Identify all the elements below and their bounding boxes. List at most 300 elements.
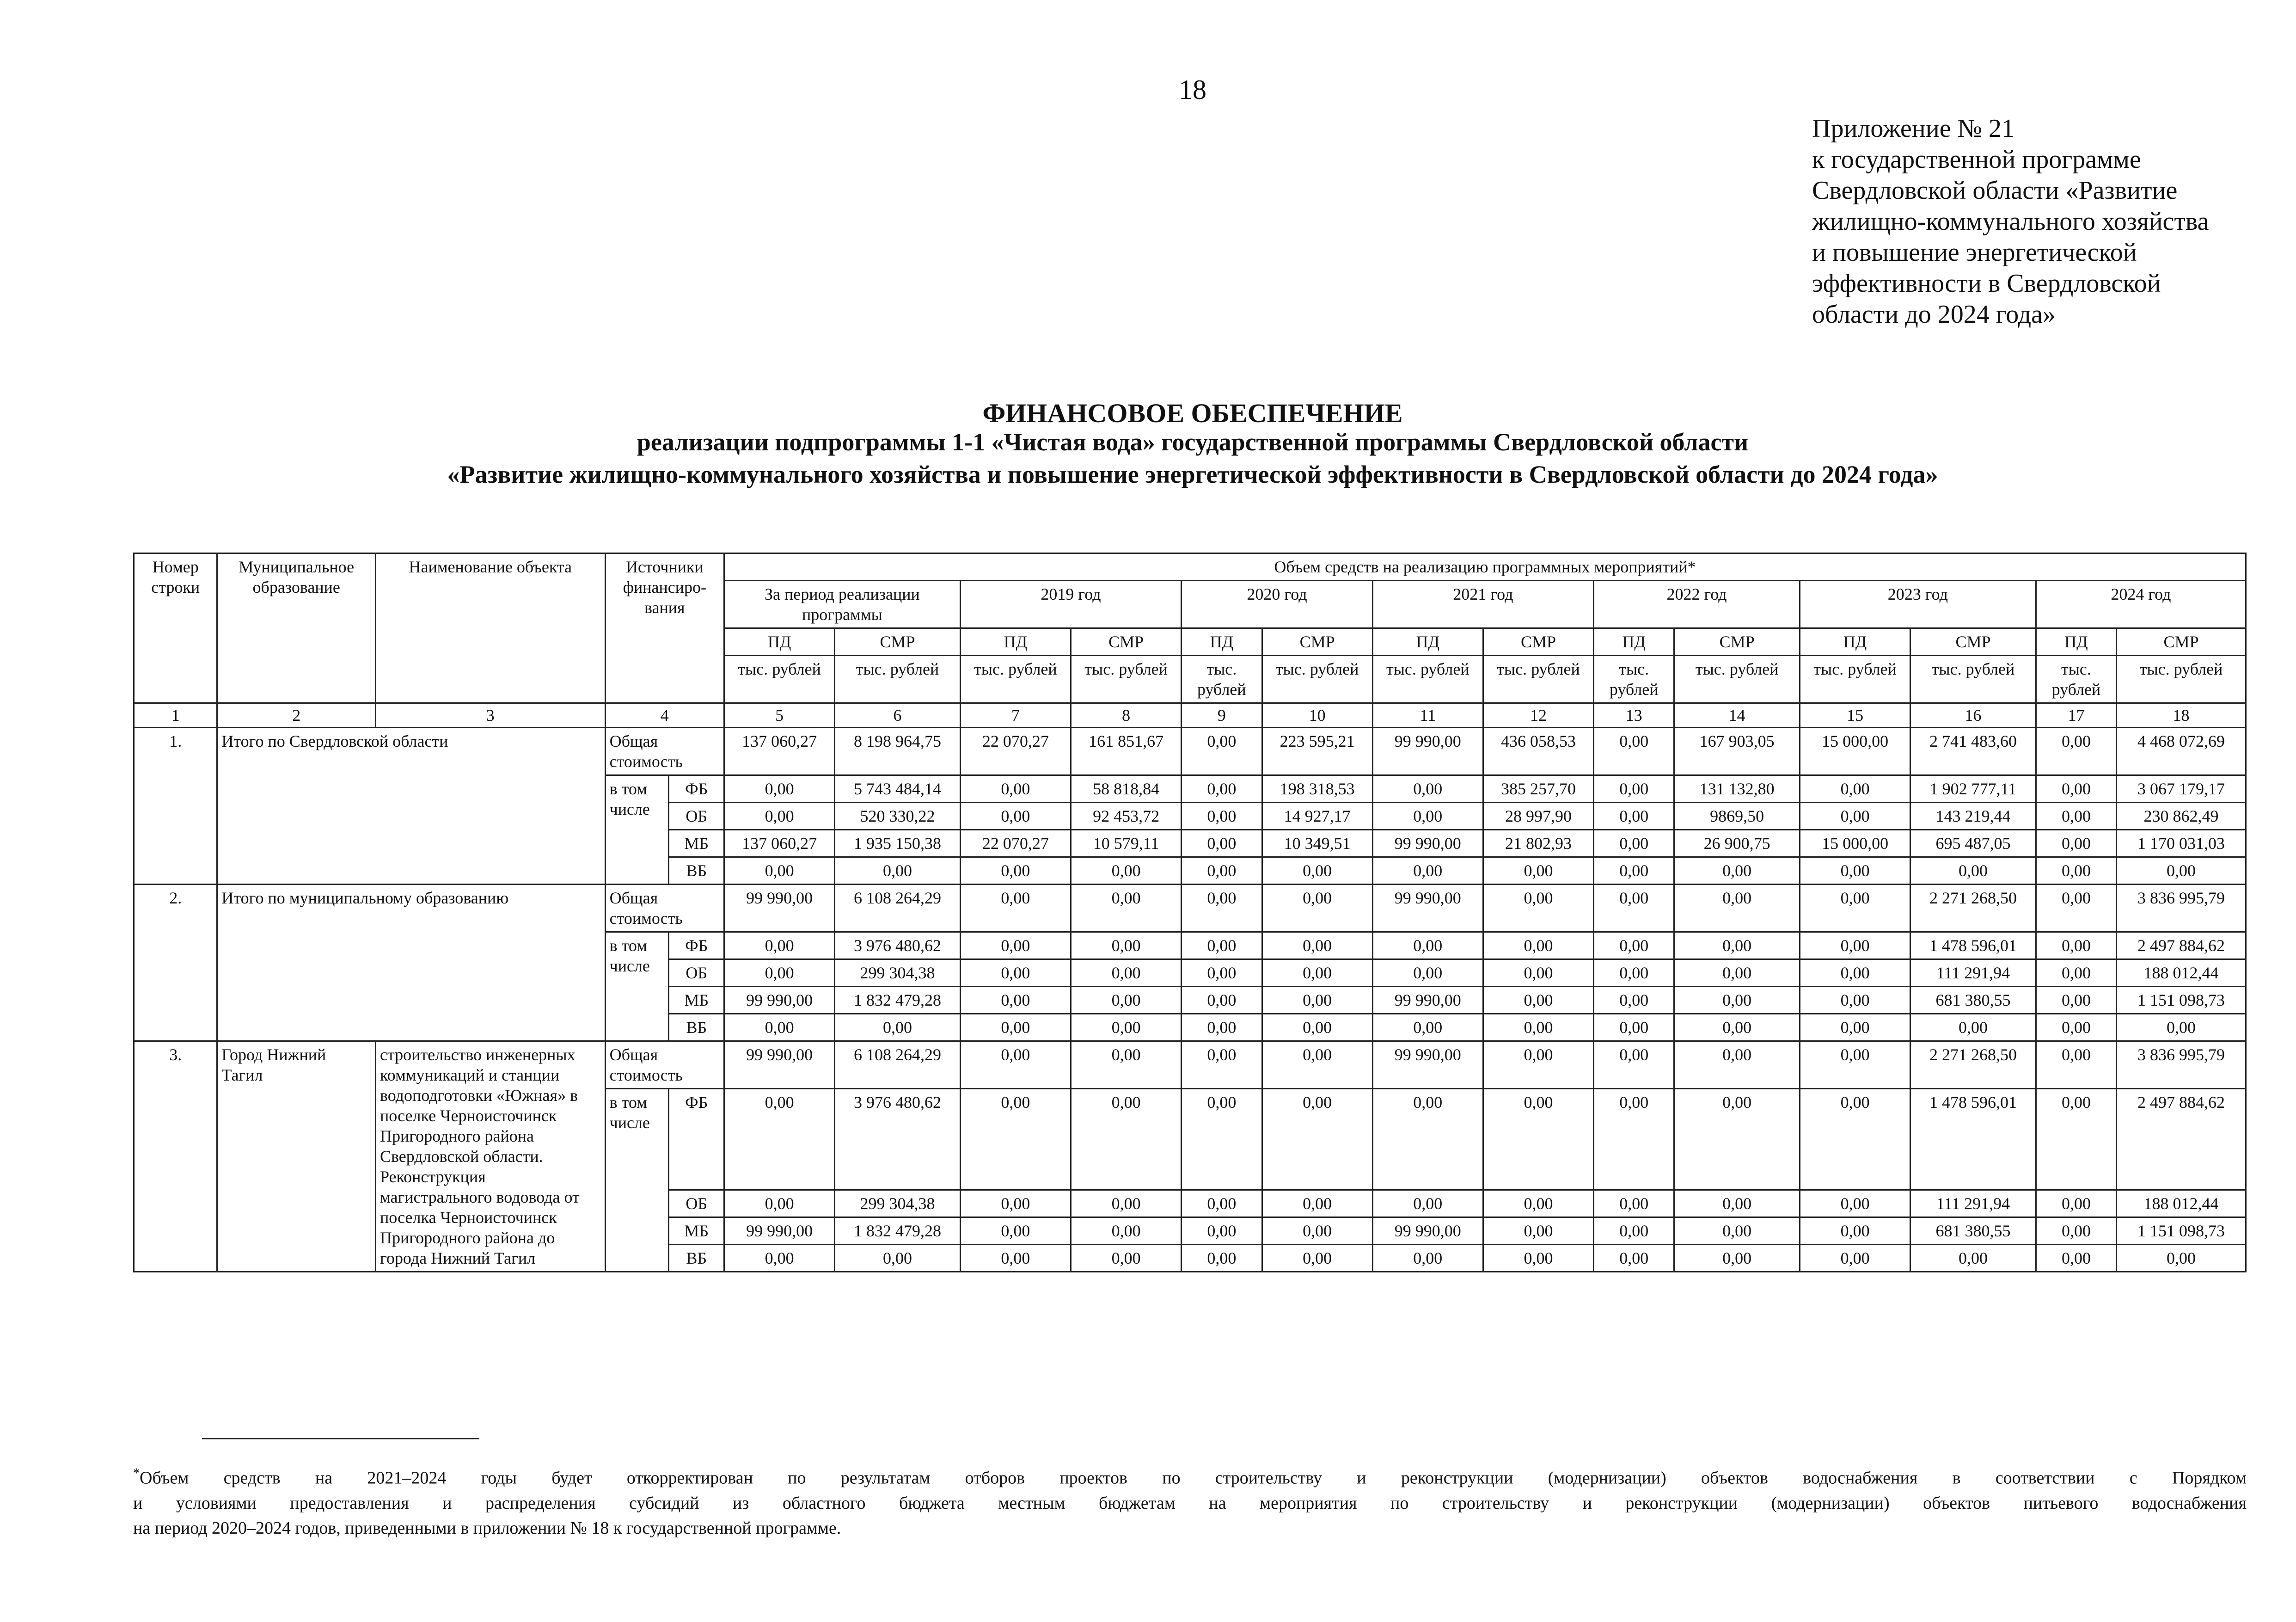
value-cell: 0,00 [1182, 1190, 1262, 1217]
value-cell: 111 291,94 [1910, 959, 2036, 987]
value-cell: 0,00 [1483, 857, 1593, 885]
value-cell: 0,00 [1372, 857, 1483, 885]
value-cell: 299 304,38 [835, 959, 961, 987]
value-cell: 0,00 [1594, 987, 1674, 1014]
header-smr: СМР [1483, 628, 1593, 656]
value-cell: 0,00 [1182, 885, 1262, 932]
value-cell: 0,00 [1071, 1089, 1182, 1190]
value-cell: 28 997,90 [1483, 803, 1593, 830]
value-cell: 0,00 [1800, 1190, 1910, 1217]
page-number: 18 [1179, 74, 1206, 105]
value-cell: 26 900,75 [1674, 830, 1800, 857]
value-cell: 2 497 884,62 [2117, 932, 2246, 959]
value-cell: 6 108 264,29 [835, 885, 961, 932]
value-cell: 0,00 [1262, 1190, 1372, 1217]
value-cell: 0,00 [960, 987, 1071, 1014]
source-mb: МБ [669, 830, 724, 857]
value-cell: 0,00 [1372, 1089, 1483, 1190]
column-number: 14 [1674, 703, 1800, 728]
value-cell: 0,00 [1071, 1217, 1182, 1245]
row-number: 2. [134, 885, 217, 1041]
header-pd: ПД [724, 628, 835, 656]
value-cell: 0,00 [2117, 1014, 2246, 1041]
value-cell: 0,00 [2036, 728, 2116, 775]
value-cell: 0,00 [1262, 987, 1372, 1014]
value-cell: 0,00 [1800, 987, 1910, 1014]
appendix-line: жилищно-коммунального хозяйства [1812, 207, 2209, 236]
value-cell: 0,00 [1800, 1217, 1910, 1245]
header-unit: тыс. рублей [835, 656, 961, 703]
footnote-line [133, 1461, 2247, 1491]
value-cell: 0,00 [724, 1089, 835, 1190]
value-cell: 0,00 [1910, 1245, 2036, 1272]
header-pd: ПД [2036, 628, 2116, 656]
value-cell: 3 976 480,62 [835, 932, 961, 959]
value-cell: 0,00 [1182, 857, 1262, 885]
row-number: 3. [134, 1041, 217, 1272]
value-cell: 0,00 [1594, 1245, 1674, 1272]
value-cell: 0,00 [960, 885, 1071, 932]
column-number: 1 [134, 703, 217, 728]
footnote-marker: * [133, 1466, 140, 1481]
value-cell: 6 108 264,29 [835, 1041, 961, 1089]
value-cell: 0,00 [960, 1245, 1071, 1272]
source-ob: ОБ [669, 803, 724, 830]
value-cell: 0,00 [1594, 1014, 1674, 1041]
value-cell: 0,00 [1372, 775, 1483, 803]
header-period: 2019 год [960, 581, 1181, 628]
value-cell: 131 132,80 [1674, 775, 1800, 803]
value-cell: 10 349,51 [1262, 830, 1372, 857]
value-cell: 0,00 [960, 959, 1071, 987]
value-cell: 0,00 [1594, 1089, 1674, 1190]
column-number: 2 [217, 703, 376, 728]
value-cell: 58 818,84 [1071, 775, 1182, 803]
value-cell: 0,00 [1483, 1190, 1593, 1217]
source-ob: ОБ [669, 1190, 724, 1217]
value-cell: 0,00 [1372, 932, 1483, 959]
header-smr: СМР [1262, 628, 1372, 656]
header-unit: тыс. рублей [1262, 656, 1372, 703]
header-unit: тыс. рублей [2036, 656, 2116, 703]
value-cell: 681 380,55 [1910, 1217, 2036, 1245]
value-cell: 99 990,00 [724, 1041, 835, 1089]
value-cell: 0,00 [1594, 1041, 1674, 1089]
value-cell: 0,00 [1483, 1217, 1593, 1245]
table-row [134, 1041, 2246, 1089]
value-cell: 99 990,00 [1372, 885, 1483, 932]
table-row [134, 728, 2246, 775]
financing-table [133, 553, 2247, 1272]
value-cell: 188 012,44 [2117, 959, 2246, 987]
header-pd: ПД [1594, 628, 1674, 656]
header-volume: Объем средств на реализацию программных мероприятий* [724, 553, 2246, 581]
value-cell: 299 304,38 [835, 1190, 961, 1217]
value-cell: 15 000,00 [1800, 830, 1910, 857]
value-cell: 99 990,00 [1372, 728, 1483, 775]
header-object: Наименование объекта [375, 553, 605, 703]
value-cell: 1 478 596,01 [1910, 932, 2036, 959]
value-cell: 0,00 [2036, 1245, 2116, 1272]
value-cell: 0,00 [1182, 1014, 1262, 1041]
value-cell: 0,00 [1674, 1245, 1800, 1272]
appendix-line: Приложение № 21 [1812, 114, 2014, 143]
value-cell: 0,00 [1262, 1041, 1372, 1089]
value-cell: 22 070,27 [960, 728, 1071, 775]
value-cell: 8 198 964,75 [835, 728, 961, 775]
header-period: 2020 год [1182, 581, 1373, 628]
value-cell: 1 832 479,28 [835, 1217, 961, 1245]
header-unit: тыс. рублей [1372, 656, 1483, 703]
value-cell: 695 487,05 [1910, 830, 2036, 857]
header-period: 2022 год [1594, 581, 1800, 628]
value-cell: 0,00 [1800, 1014, 1910, 1041]
header-unit: тыс. рублей [724, 656, 835, 703]
value-cell: 0,00 [724, 857, 835, 885]
appendix-note [1812, 113, 2274, 330]
header-unit: тыс. рублей [960, 656, 1071, 703]
value-cell: 0,00 [960, 857, 1071, 885]
value-cell: 0,00 [1182, 1217, 1262, 1245]
value-cell: 0,00 [1262, 1089, 1372, 1190]
value-cell: 111 291,94 [1910, 1190, 2036, 1217]
value-cell: 0,00 [1800, 775, 1910, 803]
value-cell: 99 990,00 [1372, 830, 1483, 857]
footnote-text: Объем средств на 2021–2024 годы будет откорректирован по результатам отборов проектов по строительству и реконструкции (модернизации) объектов водоснабжения в соответствии с Порядком [140, 1468, 2247, 1488]
value-cell: 99 990,00 [1372, 987, 1483, 1014]
header-period: 2021 год [1372, 581, 1593, 628]
value-cell: 0,00 [724, 959, 835, 987]
value-cell: 161 851,67 [1071, 728, 1182, 775]
source-vb: ВБ [669, 1014, 724, 1041]
value-cell: 137 060,27 [724, 728, 835, 775]
value-cell: 0,00 [1071, 932, 1182, 959]
value-cell: 0,00 [1372, 1245, 1483, 1272]
column-number: 12 [1483, 703, 1593, 728]
value-cell: 0,00 [960, 1014, 1071, 1041]
value-cell: 0,00 [2036, 857, 2116, 885]
appendix-line: к государственной программе [1812, 145, 2141, 174]
value-cell: 0,00 [1262, 932, 1372, 959]
value-cell: 0,00 [2036, 1217, 2116, 1245]
value-cell: 0,00 [1800, 932, 1910, 959]
value-cell: 0,00 [1372, 959, 1483, 987]
value-cell: 99 990,00 [724, 1217, 835, 1245]
value-cell: 0,00 [1262, 857, 1372, 885]
value-cell: 0,00 [1262, 1217, 1372, 1245]
value-cell: 0,00 [1674, 1190, 1800, 1217]
value-cell: 0,00 [1182, 775, 1262, 803]
source-total: Общая стоимость [605, 728, 724, 775]
header-unit: тыс. рублей [1910, 656, 2036, 703]
source-fb: ФБ [669, 1089, 724, 1190]
value-cell: 0,00 [1483, 959, 1593, 987]
value-cell: 0,00 [960, 1089, 1071, 1190]
value-cell: 0,00 [2036, 932, 2116, 959]
column-number: 3 [375, 703, 605, 728]
value-cell: 0,00 [1800, 1245, 1910, 1272]
footnote-line: и условиями предоставления и распределения субсидий из областного бюджета местным бюджетам на мероприятия по строительству и реконструкции (модернизации) объектов питьевого водоснабжения [133, 1493, 2247, 1513]
document-subtitle: реализации подпрограммы 1-1 «Чистая вода» государственной программы Свердловской области [637, 428, 1749, 456]
column-number: 5 [724, 703, 835, 728]
value-cell: 0,00 [1182, 803, 1262, 830]
value-cell: 0,00 [1262, 1245, 1372, 1272]
value-cell: 0,00 [2036, 885, 2116, 932]
header-smr: СМР [1910, 628, 2036, 656]
source-including: в том числе [605, 775, 669, 885]
source-including: в том числе [605, 1089, 669, 1272]
value-cell: 1 935 150,38 [835, 830, 961, 857]
value-cell: 0,00 [1594, 728, 1674, 775]
footnote [133, 1461, 2247, 1541]
header-unit: тыс. рублей [2117, 656, 2246, 703]
value-cell: 0,00 [1483, 1014, 1593, 1041]
header-unit: тыс. рублей [1800, 656, 1910, 703]
value-cell: 15 000,00 [1800, 728, 1910, 775]
value-cell: 681 380,55 [1910, 987, 2036, 1014]
value-cell: 9869,50 [1674, 803, 1800, 830]
value-cell: 0,00 [1800, 803, 1910, 830]
header-smr: СМР [835, 628, 961, 656]
value-cell: 0,00 [1483, 1089, 1593, 1190]
value-cell: 1 832 479,28 [835, 987, 961, 1014]
value-cell: 0,00 [835, 857, 961, 885]
value-cell: 0,00 [1071, 1245, 1182, 1272]
value-cell: 0,00 [1483, 932, 1593, 959]
value-cell: 0,00 [1372, 803, 1483, 830]
value-cell: 0,00 [1262, 959, 1372, 987]
header-row-number: Номер строки [134, 553, 217, 703]
value-cell: 0,00 [2036, 830, 2116, 857]
source-fb: ФБ [669, 775, 724, 803]
value-cell: 520 330,22 [835, 803, 961, 830]
value-cell: 385 257,70 [1483, 775, 1593, 803]
value-cell: 0,00 [1674, 987, 1800, 1014]
value-cell: 0,00 [1594, 959, 1674, 987]
value-cell: 92 453,72 [1071, 803, 1182, 830]
value-cell: 223 595,21 [1262, 728, 1372, 775]
value-cell: 436 058,53 [1483, 728, 1593, 775]
header-unit: тыс. рублей [1674, 656, 1800, 703]
value-cell: 143 219,44 [1910, 803, 2036, 830]
value-cell: 0,00 [2036, 1190, 2116, 1217]
header-unit: тыс. рублей [1071, 656, 1182, 703]
column-number: 10 [1262, 703, 1372, 728]
value-cell: 0,00 [1594, 857, 1674, 885]
value-cell: 0,00 [1674, 932, 1800, 959]
column-number: 16 [1910, 703, 2036, 728]
value-cell: 0,00 [1674, 885, 1800, 932]
value-cell: 0,00 [2036, 1014, 2116, 1041]
document-title: ФИНАНСОВОЕ ОБЕСПЕЧЕНИЕ [982, 398, 1403, 428]
value-cell: 230 862,49 [2117, 803, 2246, 830]
value-cell: 0,00 [1674, 1089, 1800, 1190]
value-cell: 0,00 [2036, 987, 2116, 1014]
value-cell: 0,00 [1262, 1014, 1372, 1041]
source-total: Общая стоимость [605, 885, 724, 932]
value-cell: 10 579,11 [1071, 830, 1182, 857]
value-cell: 0,00 [1071, 885, 1182, 932]
header-pd: ПД [960, 628, 1071, 656]
source-total: Общая стоимость [605, 1041, 724, 1089]
value-cell: 0,00 [1800, 1041, 1910, 1089]
value-cell: 0,00 [2036, 1089, 2116, 1190]
value-cell: 0,00 [724, 803, 835, 830]
value-cell: 99 990,00 [724, 885, 835, 932]
header-unit: тыс. рублей [1182, 656, 1262, 703]
value-cell: 0,00 [1483, 1245, 1593, 1272]
appendix-line: Свердловской области «Развитие [1812, 176, 2178, 205]
value-cell: 2 497 884,62 [2117, 1089, 2246, 1190]
header-period: За период реализации программы [724, 581, 961, 628]
value-cell: 0,00 [1594, 932, 1674, 959]
value-cell: 0,00 [1910, 857, 2036, 885]
header-pd: ПД [1182, 628, 1262, 656]
value-cell: 0,00 [1071, 1014, 1182, 1041]
value-cell: 0,00 [1594, 1217, 1674, 1245]
header-sources: Источники финансиро-вания [605, 553, 724, 703]
value-cell: 0,00 [835, 1245, 961, 1272]
value-cell: 0,00 [1800, 857, 1910, 885]
value-cell: 198 318,53 [1262, 775, 1372, 803]
value-cell: 99 990,00 [724, 987, 835, 1014]
value-cell: 1 902 777,11 [1910, 775, 2036, 803]
value-cell: 0,00 [2036, 1041, 2116, 1089]
value-cell: 188 012,44 [2117, 1190, 2246, 1217]
value-cell: 0,00 [1182, 932, 1262, 959]
value-cell: 0,00 [1594, 803, 1674, 830]
value-cell: 2 271 268,50 [1910, 1041, 2036, 1089]
column-number: 15 [1800, 703, 1910, 728]
column-number: 11 [1372, 703, 1483, 728]
value-cell: 1 151 098,73 [2117, 987, 2246, 1014]
value-cell: 0,00 [1594, 830, 1674, 857]
value-cell: 0,00 [1182, 728, 1262, 775]
header-smr: СМР [2117, 628, 2246, 656]
value-cell: 0,00 [724, 1190, 835, 1217]
value-cell: 0,00 [2036, 775, 2116, 803]
document-subtitle-program: «Развитие жилищно-коммунального хозяйства и повышение энергетической эффективности в Свердловской области до 2024 года» [447, 461, 1938, 488]
value-cell: 0,00 [1674, 1014, 1800, 1041]
value-cell: 0,00 [1674, 1041, 1800, 1089]
source-fb: ФБ [669, 932, 724, 959]
value-cell: 0,00 [724, 775, 835, 803]
header-period: 2023 год [1800, 581, 2036, 628]
value-cell: 0,00 [960, 1217, 1071, 1245]
source-vb: ВБ [669, 857, 724, 885]
value-cell: 99 990,00 [1372, 1041, 1483, 1089]
value-cell: 0,00 [2036, 959, 2116, 987]
value-cell: 0,00 [1071, 1190, 1182, 1217]
value-cell: 99 990,00 [1372, 1217, 1483, 1245]
value-cell: 0,00 [1372, 1190, 1483, 1217]
column-number: 13 [1594, 703, 1674, 728]
value-cell: 0,00 [1071, 987, 1182, 1014]
value-cell: 2 271 268,50 [1910, 885, 2036, 932]
column-number: 17 [2036, 703, 2116, 728]
value-cell: 0,00 [1483, 885, 1593, 932]
footnote-line: на период 2020–2024 годов, приведенными в приложении № 18 к государственной программе. [133, 1518, 841, 1538]
value-cell: 0,00 [724, 1245, 835, 1272]
value-cell: 0,00 [1182, 830, 1262, 857]
value-cell: 0,00 [835, 1014, 961, 1041]
value-cell: 0,00 [960, 932, 1071, 959]
value-cell: 3 976 480,62 [835, 1089, 961, 1190]
value-cell: 0,00 [1800, 959, 1910, 987]
value-cell: 0,00 [1594, 885, 1674, 932]
appendix-line: области до 2024 года» [1812, 300, 2056, 329]
value-cell: 3 836 995,79 [2117, 1041, 2246, 1089]
value-cell: 0,00 [960, 1190, 1071, 1217]
value-cell: 0,00 [2117, 857, 2246, 885]
column-number: 9 [1182, 703, 1262, 728]
appendix-line: и повышение энергетической [1812, 238, 2137, 267]
source-including: в том числе [605, 932, 669, 1041]
value-cell: 0,00 [960, 803, 1071, 830]
header-pd: ПД [1372, 628, 1483, 656]
value-cell: 0,00 [960, 1041, 1071, 1089]
header-municipality: Муниципальное образование [217, 553, 376, 703]
value-cell: 14 927,17 [1262, 803, 1372, 830]
value-cell: 2 741 483,60 [1910, 728, 2036, 775]
column-number: 18 [2117, 703, 2246, 728]
value-cell: 1 478 596,01 [1910, 1089, 2036, 1190]
value-cell: 0,00 [1800, 885, 1910, 932]
table-row [134, 885, 2246, 932]
value-cell: 0,00 [1674, 857, 1800, 885]
header-unit: тыс. рублей [1594, 656, 1674, 703]
value-cell: 0,00 [2117, 1245, 2246, 1272]
value-cell: 137 060,27 [724, 830, 835, 857]
header-unit: тыс. рублей [1483, 656, 1593, 703]
value-cell: 0,00 [1674, 959, 1800, 987]
value-cell: 0,00 [724, 1014, 835, 1041]
object-cell: строительство инженерных коммуникаций и станции водоподготовки «Южная» в поселке Черноисточинск Пригородного района Свердловской области. Реконструкция магистрального водовода от поселка Черноисточинск Пригородного района до города Нижний Тагил [375, 1041, 605, 1272]
footnote-divider [202, 1438, 479, 1439]
column-number: 4 [605, 703, 724, 728]
value-cell: 0,00 [1182, 1245, 1262, 1272]
value-cell: 0,00 [1262, 885, 1372, 932]
value-cell: 21 802,93 [1483, 830, 1593, 857]
header-smr: СМР [1674, 628, 1800, 656]
value-cell: 0,00 [1594, 1190, 1674, 1217]
value-cell: 22 070,27 [960, 830, 1071, 857]
value-cell: 0,00 [1071, 1041, 1182, 1089]
municipality-cell: Город Нижний Тагил [217, 1041, 376, 1272]
source-mb: МБ [669, 1217, 724, 1245]
header-pd: ПД [1800, 628, 1910, 656]
value-cell: 0,00 [1182, 987, 1262, 1014]
value-cell: 0,00 [1182, 959, 1262, 987]
value-cell: 0,00 [1071, 959, 1182, 987]
value-cell: 0,00 [1483, 1041, 1593, 1089]
header-smr: СМР [1071, 628, 1182, 656]
value-cell: 0,00 [1483, 987, 1593, 1014]
value-cell: 0,00 [2036, 803, 2116, 830]
value-cell: 0,00 [1800, 1089, 1910, 1190]
column-number: 8 [1071, 703, 1182, 728]
value-cell: 0,00 [1594, 775, 1674, 803]
appendix-line: эффективности в Свердловской [1812, 269, 2161, 298]
column-number: 6 [835, 703, 961, 728]
source-vb: ВБ [669, 1245, 724, 1272]
value-cell: 0,00 [724, 932, 835, 959]
value-cell: 0,00 [1182, 1089, 1262, 1190]
value-cell: 4 468 072,69 [2117, 728, 2246, 775]
value-cell: 0,00 [960, 775, 1071, 803]
value-cell: 0,00 [1182, 1041, 1262, 1089]
value-cell: 3 836 995,79 [2117, 885, 2246, 932]
